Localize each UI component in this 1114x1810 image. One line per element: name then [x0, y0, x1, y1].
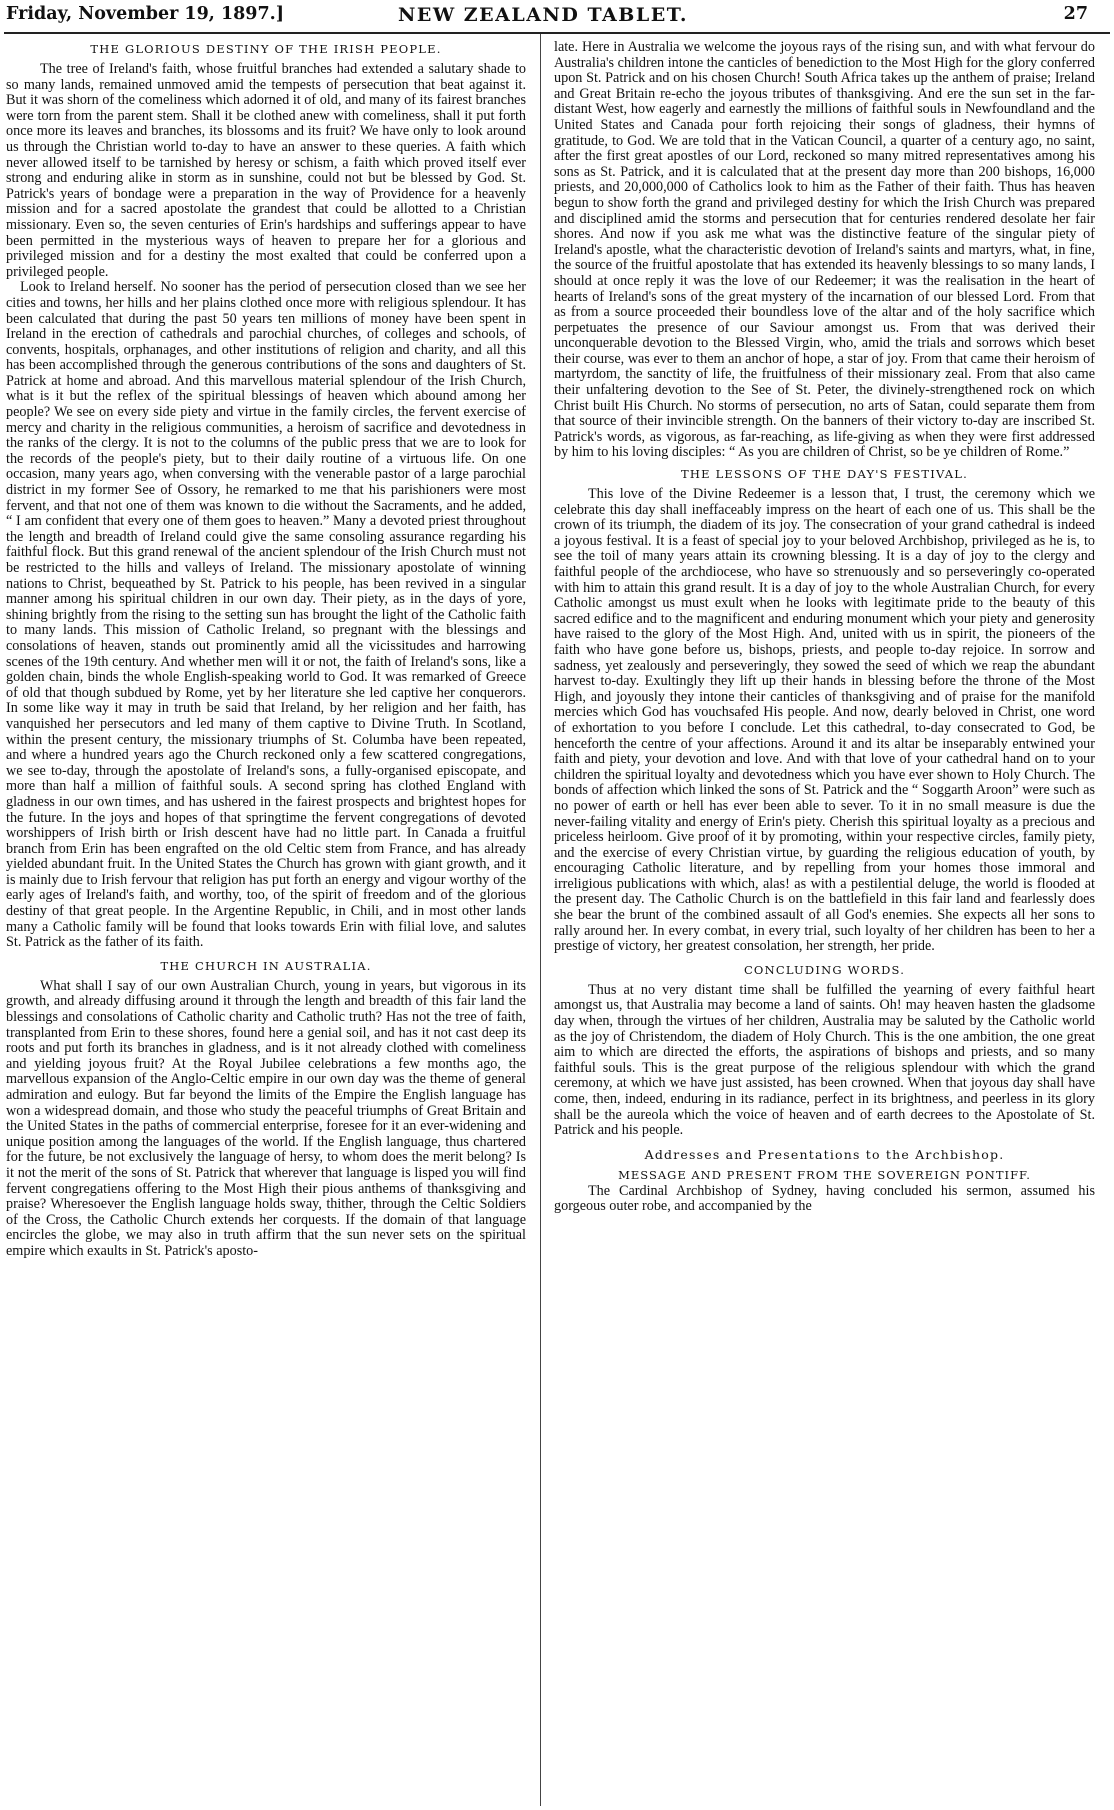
paragraph: Thus at no very distant time shall be fulfilled the yearning of every faithful heart amongst us, that Australia may become a land of saints. Oh! may heaven hasten the gladsome day when, through the virtues of her children, Australia may be saluted by the Catholic world as the joy of Christendom, the diadem of Holy Church. This is the one ambition, the one great aim to which are directed the efforts, the aspirations of bishops and priests, and so many faithful souls. This is the great purpose of the religious splendour with which the grand ceremony, at which we have just assisted, has been crowned. When that joyous day shall have come, then, indeed, enduring in its radiance, perfect in its brightness, and peerless in its glory shall be the aureola which the voice of heaven and of earth decrees to the Apostolate of St. Patrick and his people. [554, 981, 1095, 1139]
paragraph: late. Here in Australia we welcome the joyous rays of the rising sun, and with what fervour do Australia's children intone the canticles of benediction to the Most High for the glory conferred upon St. Patrick and on his chosen Church! South Africa takes up the anthem of praise; Ireland and Great Britain re-echo the joyous tributes of thanksgiving. And ere the sun set in the far-distant West, how eagerly and earnestly the millions of faithful souls in Newfoundland and the United States and Canada pour forth rejoicing their songs of gladness, their hymns of gratitude, to God. We are told that in the Vatican Council, a quarter of a century ago, no saint, after the first great apostles of our Lord, reckoned so many mitred representatives among his sons as St. Patrick, and it is calculated that at the present day more than 200 bishops, 16,000 priests, and 20,000,000 of Catholics look to him as the Father of their faith. Thus has heaven begun to show forth the grand and privileged destiny for which the Irish Church was prepared and disciplined amid the storms and persecution that for centuries rendered desolate her fair shores. And now if you ask me what was the distinctive feature of the singular piety of Ireland's apostle, what the characteristic devotion of Ireland's saints and martyrs, what, in fine, the source of the fruitful apostolate that has extended its heavenly blessings to so many lands, I should at once reply it was the love of our Redeemer; it was the realisation in the heart of hearts of Ireland's sons of the great mystery of the incarnation of our blessed Lord. From that as from a source proceeded their boundless love of the altar and of the holy sacrifice which perpetuates the presence of our Saviour amongst us. From that was derived their unconquerable devotion to the Blessed Virgin, who, amid the trials and sorrows which beset their course, was ever to them an anchor of hope, a star of joy. From that came their heroism of martyrdom, the sanctity of life, the fruitfulness of their missionary zeal. From that also came their unfaltering devotion to the See of St. Peter, the divinely-strengthened rock on which Christ built His Church. No storms of persecution, no arts of Satan, could separate them from that source of their invincible strength. On the banners of their victory to-day are inscribed St. Patrick's words, as vigorous, as far-reaching, as life-giving as when they were first addressed by him to his loving disciples: “ As you are children of Christ, so be ye children of Rome.” [554, 40, 1095, 461]
subheading-papal-message: MESSAGE AND PRESENT FROM THE SOVEREIGN PONTIFF. [618, 1167, 1031, 1182]
section-heading-church-australia: THE CHURCH IN AUSTRALIA. [160, 958, 372, 973]
section-heading-lessons: THE LESSONS OF THE DAY'S FESTIVAL. [681, 467, 968, 482]
newspaper-title: NEW ZEALAND TABLET. [398, 4, 689, 26]
section-heading-concluding: CONCLUDING WORDS. [743, 962, 906, 977]
masthead [0, 0, 1114, 40]
paragraph: The tree of Ireland's faith, whose fruitful branches had extended a salutary shade to so many lands, remained unmoved amid the tempests of persecution that beat against it. But it was shorn of the comeliness which adorned it of old, and many of its fairest branches were torn from the parent stem. Shall it be clothed anew with comeliness, shall it put forth once more its leaves and branches, its blossoms and its fruit? We have only to look around us through the Christian world to-day to have an answer to these queries. A faith which never allowed itself to be tarnished by heresy or schism, a faith which proved itself ever strong and enduring alike in storm as in sunshine, could not but be blessed by God. St. Patrick's years of bondage were a preparation in the way of Providence for a heavenly mission and for a sacred apostolate the grandest that could be allotted to a Christian missionary. Even so, the seven centuries of Erin's hardships and sufferings appear to have been permitted in the mysterious ways of heaven to prepare her for a glorious and privileged mission and for a destiny the most exalted that could be conferred upon a privileged people. [6, 61, 526, 280]
issue-date: Friday, November 19, 1897.] [6, 4, 285, 24]
section-heading-irish-destiny: THE GLORIOUS DESTINY OF THE IRISH PEOPLE. [90, 42, 442, 56]
section-heading-addresses: Addresses and Presentations to the Archbishop. [644, 1146, 1005, 1162]
paragraph: What shall I say of our own Australian Church, young in years, but vigorous in its growth, and already diffusing around it through the length and breadth of this fair land the blessings and consolations of Catholic charity and Catholic truth? Has not the tree of faith, transplanted from Erin to these shores, found here a genial soil, and has it not cast deep its roots and put forth its branches in gladness, and is it not already clothed with comeliness and yielding joyous fruit? At the Royal Jubilee celebrations a few months ago, the marvellous expansion of the Anglo-Celtic empire in our own day was the theme of general admiration and eulogy. But far beyond the limits of the Empire the English language has won a widespread domain, and those who study the peaceful triumphs of Great Britain and the United States in the paths of commercial enterprise, foresee for it an ever-widening and unique position among the languages of the world. If the English language, thus chartered for the future, be not exclusively the language of hersy, to whom does the merit belong? Is it not the merit of the sons of St. Patrick that wherever that language is lisped you will find fervent congregatiens offering to the Most High their pious anthems of thanksgiving and praise? Wheresoever the English language holds sway, thither, through the Celtic Soldiers of the Cross, the Catholic Church extends her corquests. If the domain of that language encircles the globe, we may also in truth affirm that the sun never sets on the spiritual empire which exaults in St. Patrick's aposto- [6, 977, 526, 1259]
paragraph: The Cardinal Archbishop of Sydney, having concluded his sermon, assumed his gorgeous outer robe, and accompanied by the [554, 1182, 1095, 1215]
column-divider [540, 34, 541, 1806]
page-number: 27 [1063, 4, 1088, 24]
left-column [6, 40, 526, 1806]
paragraph: Look to Ireland herself. No sooner has the period of persecution closed than we see her cities and towns, her hills and her plains clothed once more with religious splendour. It has been calculated that during the past 50 years ten millions of money have been spent in Ireland in the erection of cathedrals and parochial churches, of colleges and schools, of convents, hospitals, orphanages, and other institutions of religion and charity, and all this has been accomplished through the generous contributions of the sons and daughters of St. Patrick at home and abroad. And this marvellous material splendour of the Irish Church, what is it but the reflex of the spiritual blessings of heaven which abound among her people? We see on every side piety and virtue in the family circles, the fervent exercise of mercy and charity in the religious communities, a heroism of sacrifice and devotedness in the ranks of the clergy. It is not to the columns of the public press that we are to look for the records of the people's piety, but to their daily routine of a virtuous life. On one occasion, many years ago, when conversing with the venerable pastor of a large parochial district in my former See of Ossory, he remarked to me that his parishioners were most fervent, and that not one of them was known to die without the Sacraments, and he added, “ I am confident that every one of them goes to heaven.” Many a devoted priest throughout the length and breadth of Ireland could give the same consoling assurance regarding his faithful flock. But this grand renewal of the ancient splendour of the Irish Church must not be restricted to the hills and valleys of Ireland. The missionary apostolate of winning nations to Christ, bequeathed by St. Patrick to his people, has been revived in a singular manner among his spiritual children in our own day. Their piety, as in the days of yore, shining brightly from the rising to the setting sun has brought the light of the Catholic faith to many lands. This mission of Catholic Ireland, so pregnant with the blessings and consolations of heaven, stands out prominently amid all the vicissitudes and harrowing scenes of the 19th century. And whether men will it or not, the faith of Ireland's sons, like a golden chain, binds the whole English-speaking world to God. It was remarked of Greece of old that though subdued by Rome, yet by her literature she led captive her conquerors. In some like way it may in truth be said that Ireland, by her religion and her faith, has vanquished her persecutors and led many of them captive to Divine Truth. In Scotland, within the present century, the missionary triumphs of St. Columba have been repeated, and where a hundred years ago the Church reckoned only a few scattered congregations, we see to-day, through the apostolate of Ireland's sons, a fully-organised episcopate, and more than half a million of faithful souls. A second spring has clothed England with gladness in our own times, and has ushered in the fairest prospects and brightest hopes for the future. In the joys and hopes of that springtime the fervent congregations of devoted worshippers of Irish birth or Irish descent have had no little part. In Canada a fruitful branch from Erin has been engrafted on the old Celtic stem from France, and has already yielded abundant fruit. In the United States the Church has grown with giant growth, and it is mainly due to Irish fervour that religion has put forth an energy and vigour worthy of the early ages of Ireland's faith, and worthy, too, of the spirit of freedom and of the glorious destiny of that great people. In the Argentine Republic, in Chili, and in most other lands many a Catholic family will be found that looks towards Erin with filial love, and salutes St. Patrick as the father of its faith. [6, 279, 526, 951]
right-column [554, 40, 1095, 1806]
paragraph: This love of the Divine Redeemer is a lesson that, I trust, the ceremony which we celebrate this day shall ineffaceably impress on the heart of each one of us. This shall be the crown of its triumph, the diadem of its joy. The consecration of your grand cathedral is indeed a joyous festival. It is a feast of special joy to your beloved Archbishop, privileged as he is, to see the toil of many years attain its crowning blessing. It is a day of joy to the clergy and faithful people of the archdiocese, who have so strenuously and so perseveringly co-operated with him to attain this grand result. It is a day of joy to the whole Australian Church, for every Catholic amongst us must exult when he looks with legitimate pride to the beauty of this sacred edifice and to the magnificent and enduring monument which your piety and generosity have raised to the glory of the Most High. And, united with us in spirit, the pioneers of the faith who have gone before us, bishops, priests, and people to-day rejoice. In sorrow and sadness, yet zealously and perseveringly, they sowed the seed of which we reap the abundant harvest to-day. Exultingly they lift up their hands in blessing before the throne of the Most High, and joyously they intone their canticles of thanksgiving and of praise for the manifold mercies which God has vouchsafed His people. And now, dearly beloved in Christ, one word of exhortation to you before I conclude. Let this cathedral, to-day consecrated to God, be henceforth the centre of your affections. Around it and its altar be inseparably entwined your faith and piety, your devotion and love. And with that love of your cathedral hand on to your children the spiritual loyalty and devotedness which you have ever shown to Holy Church. The bonds of affection which linked the sons of St. Patrick and the “ Soggarth Aroon” were such as no power of earth or hell has ever been able to sever. To it in no small measure is due the never-failing vitality and energy of Erin's piety. Cherish this spiritual loyalty as a precious and priceless heirloom. Give proof of it by promoting, within your respective circles, family piety, and the exercise of every Christian virtue, by guarding the religious education of youth, by encouraging Catholic literature, and by repelling from your homes those immoral and irreligious publications with which, alas! as with a pestilential deluge, the world is flooded at the present day. The Catholic Church is on the battlefield in this fair land and fearlessly does she bear the brunt of the combined assault of all God's enemies. She expects all her sons to rally around her. In every combat, in every trial, such loyalty of her children has been to her a prestige of victory, her greatest consolation, her strength, her pride. [554, 486, 1095, 955]
masthead-rule [4, 32, 1110, 34]
